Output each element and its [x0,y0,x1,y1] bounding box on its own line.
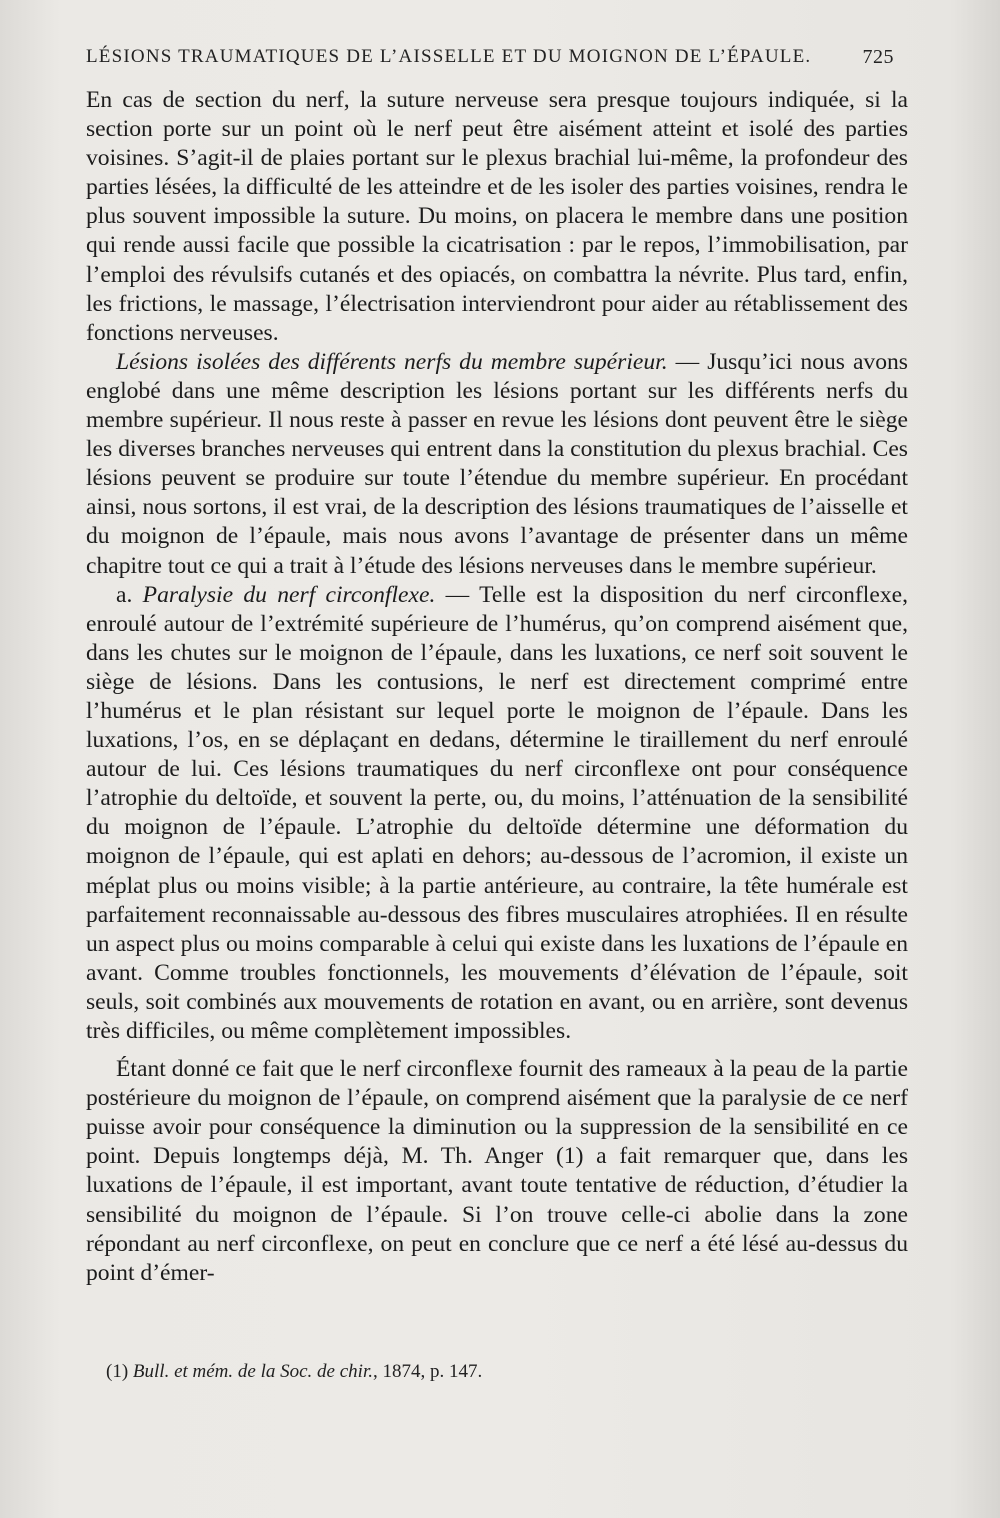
paragraph-isolated-lesions [86,348,908,581]
paragraph-circumflex-paralysis [86,581,908,1047]
section-heading-isolated-lesions: Lésions isolées des différents nerfs du membre supérieur. [116,348,668,375]
paragraph-sensibility-text-2: a fait remarquer que, dans les luxations de l’épaule, il est important, avant toute tentative de réduction, d’étudier la sensibilité du moignon de l’épaule. Si l’on trouve celle-ci abolie dans la zone répondant au nerf circonflexe, on peut en conclure que ce nerf a été lésé au-dessus du point d’émer- [86,1143,909,1286]
section-heading-circumflex-paralysis: Paralysie du nerf circonflexe. [142,581,436,608]
footnote [106,1361,866,1383]
footnote-reference: (1) [555,1143,584,1170]
running-header [86,46,906,76]
paragraph-suture: En cas de section du nerf, la suture nerveuse sera presque toujours indiquée, si la section porte sur un point où le nerf peut être aisément atteint et isolé des parties voisines. S’agit-il de plaies portant sur le plexus brachial lui-même, la profondeur des parties lésées, la difficulté de les atteindre et de les isoler des parties voisines, rendra le plus souvent impossible la suture. Du moins, on placera le membre dans une position qui rende aussi facile que possible la cicatrisation : par le repos, l’immobilisation, par l’emploi des révulsifs cutanés et des opiacés, on combattra la névrite. Plus tard, enfin, les frictions, le massage, l’électrisation interviendront pour aider au rétablissement des fonctions nerveuses. [86,87,908,346]
page-number: 725 [862,46,894,68]
body-text [86,86,908,1288]
paragraph-circumflex-text: — Telle est la disposition du nerf circonflexe, enroulé autour de l’extrémité supérieure de l’humérus, qu’on comprend aisément que, dans les chutes sur le moignon de l’épaule, dans les luxations, ce nerf soit souvent le siège de lésions. Dans les contusions, le nerf est directement comprimé entre l’humérus et le plan résistant sur lequel porte le moignon de l’épaule. Dans les luxations, l’os, en se déplaçant en dedans, détermine le tiraillement du nerf enroulé autour de lui. Ces lésions traumatiques du nerf circonflexe ont pour conséquence l’atrophie du deltoïde, et souvent la perte, ou, du moins, l’atténuation de la sensibilité du moignon de l’épaule. L’atrophie du deltoïde détermine une déformation du moignon de l’épaule, qui est aplati en dehors; au-dessous de l’acromion, il existe un méplat plus ou moins visible; à la partie antérieure, au contraire, la tête humérale est parfaitement reconnaissable au-dessous des fibres musculaires atrophiées. Il en résulte un aspect plus ou moins comparable à celui qui existe dans les luxations de l’épaule en avant. Comme troubles fonctionnels, les mouvements d’élévation de l’épaule, soit seuls, soit combinés aux mouvements de rotation en avant, ou en arrière, sont devenus très difficiles, ou même complètement impossibles. [86,581,908,1044]
paragraph-isolated-lesions-text: — Jusqu’ici nous avons englobé dans une même description les lésions portant sur les différents nerfs du membre supérieur. Il nous reste à passer en revue les lésions dont peuvent être le siège les diverses branches nerveuses qui entrent dans la constitution du plexus brachial. Ces lésions peuvent se produire sur toute l’étendue du membre supérieur. En procédant ainsi, nous sortons, il est vrai, de la description des lésions traumatiques de l’aisselle et du moignon de l’épaule, mais nous avons l’avantage de présenter dans un même chapitre tout ce qui a trait à l’étude des lésions nerveuses dans le membre supérieur. [86,348,908,579]
paragraph-sensibility [86,1055,908,1288]
running-title: LÉSIONS TRAUMATIQUES DE L’AISSELLE ET DU MOIGNON DE L’ÉPAULE. [86,46,812,67]
section-marker-a: a. [116,581,143,608]
footnote-source: Bull. et mém. de la Soc. de chir. [132,1361,373,1382]
footnote-details: , 1874, p. 147. [373,1361,483,1382]
paragraph-sensibility-text-1: Étant donné ce fait que le nerf circonflexe fournit des rameaux à la peau de la partie postérieure du moignon de l’épaule, on comprend aisément que la paralysie de ce nerf puisse avoir pour conséquence la diminution ou la suppression de la sensibilité en ce point. Depuis longtemps déjà, M. Th. Anger [86,1056,908,1170]
footnote-marker: (1) [106,1361,129,1382]
